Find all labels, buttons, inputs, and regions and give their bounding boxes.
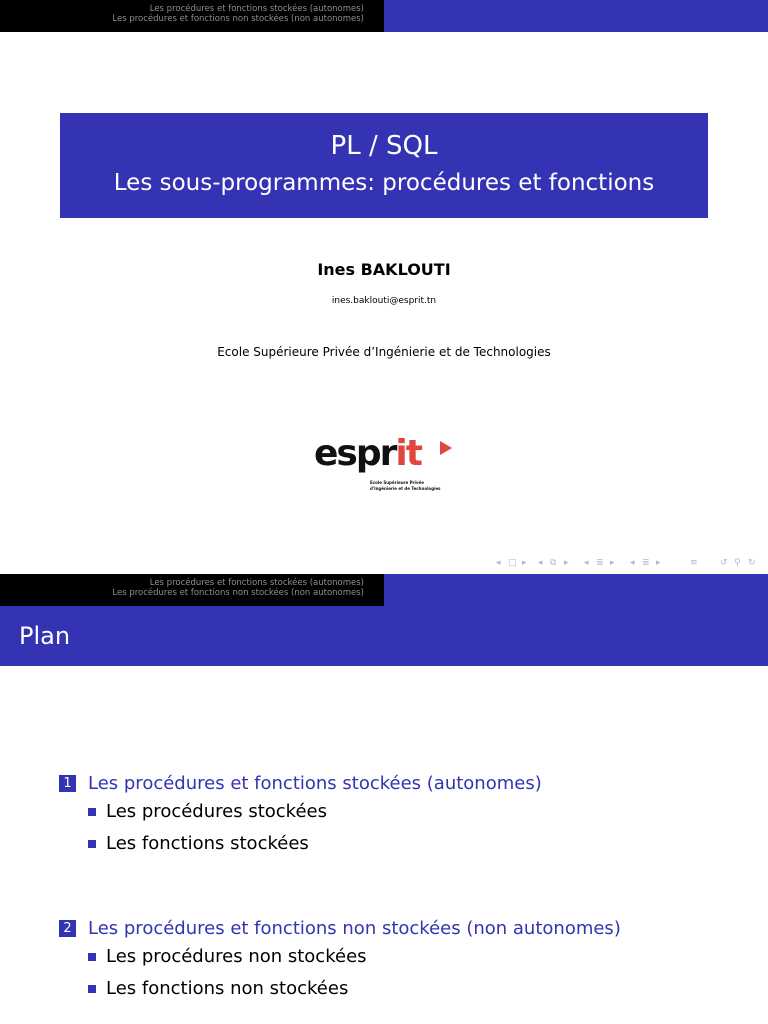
prev-arrow-icon[interactable]: ◂ bbox=[496, 558, 501, 568]
square-bullet-icon bbox=[88, 985, 96, 993]
headline-bar bbox=[0, 0, 768, 32]
esprit-logo bbox=[312, 433, 462, 498]
next-arrow-icon[interactable]: ▸ bbox=[656, 558, 661, 568]
frame-title: Plan bbox=[19, 622, 71, 650]
search-icon[interactable]: ⚲ bbox=[734, 558, 741, 568]
title-box bbox=[60, 113, 708, 218]
plan-slide bbox=[0, 574, 768, 1024]
presentation-subtitle: Les sous-programmes: procédures et fonctions bbox=[113, 170, 655, 196]
section-title[interactable]: Les procédures et fonctions non stockées (non autonomes) bbox=[88, 918, 621, 939]
logo-wordmark-main: espr bbox=[314, 433, 396, 474]
logo-wordmark-accent: it bbox=[395, 433, 421, 474]
section-number-badge: 2 bbox=[59, 920, 76, 937]
prev-arrow-icon[interactable]: ◂ bbox=[630, 558, 635, 568]
author-email: ines.baklouti@esprit.tn bbox=[331, 296, 437, 306]
section-number-badge: 1 bbox=[59, 775, 76, 792]
subsection-title[interactable]: Les procédures non stockées bbox=[106, 946, 367, 967]
redo-icon[interactable]: ↻ bbox=[748, 558, 756, 568]
headline-blank-panel bbox=[384, 574, 768, 606]
headline-section-panel bbox=[0, 574, 384, 606]
section-icon[interactable]: ≣ bbox=[642, 558, 650, 568]
section-title[interactable]: Les procédures et fonctions stockées (autonomes) bbox=[88, 773, 542, 794]
undo-icon[interactable]: ↺ bbox=[720, 558, 728, 568]
prev-arrow-icon[interactable]: ◂ bbox=[584, 558, 589, 568]
square-bullet-icon bbox=[88, 953, 96, 961]
next-arrow-icon[interactable]: ▸ bbox=[564, 558, 569, 568]
headline-bar bbox=[0, 574, 768, 606]
square-bullet-icon bbox=[88, 808, 96, 816]
logo-caption-line2: d'Ingénierie et de Technologies bbox=[370, 486, 441, 491]
headline-blank-panel bbox=[384, 0, 768, 32]
logo-wordmark bbox=[314, 434, 421, 474]
headline-section-panel bbox=[0, 0, 384, 32]
author-name: Ines BAKLOUTI bbox=[317, 260, 451, 279]
headline-section-2[interactable]: Les procédures et fonctions non stockées (non autonomes) bbox=[112, 14, 364, 24]
subsection-title[interactable]: Les fonctions non stockées bbox=[106, 978, 349, 999]
next-arrow-icon[interactable]: ▸ bbox=[610, 558, 615, 568]
subsection-title[interactable]: Les fonctions stockées bbox=[106, 833, 309, 854]
institute-name: Ecole Supérieure Privée d’Ingénierie et de Technologies bbox=[217, 345, 551, 359]
presentation-title: PL / SQL bbox=[330, 131, 438, 161]
subsection-title[interactable]: Les procédures stockées bbox=[106, 801, 327, 822]
align-icon[interactable]: ≡ bbox=[690, 558, 698, 568]
logo-flag-icon bbox=[440, 441, 452, 455]
square-bullet-icon bbox=[88, 840, 96, 848]
section-icon[interactable]: ≣ bbox=[596, 558, 604, 568]
headline-section-1[interactable]: Les procédures et fonctions stockées (autonomes) bbox=[149, 578, 364, 588]
next-arrow-icon[interactable]: ▸ bbox=[522, 558, 527, 568]
headline-section-1[interactable]: Les procédures et fonctions stockées (autonomes) bbox=[149, 4, 364, 14]
prev-arrow-icon[interactable]: ◂ bbox=[538, 558, 543, 568]
frame-icon[interactable]: □ bbox=[508, 558, 517, 568]
logo-caption-line1: Ecole Supérieure Privée bbox=[370, 480, 424, 485]
navigation-symbols bbox=[496, 557, 764, 569]
frame-title-bar bbox=[0, 606, 768, 666]
headline-section-2[interactable]: Les procédures et fonctions non stockées (non autonomes) bbox=[112, 588, 364, 598]
subsection-icon[interactable]: ⧉ bbox=[550, 558, 557, 568]
